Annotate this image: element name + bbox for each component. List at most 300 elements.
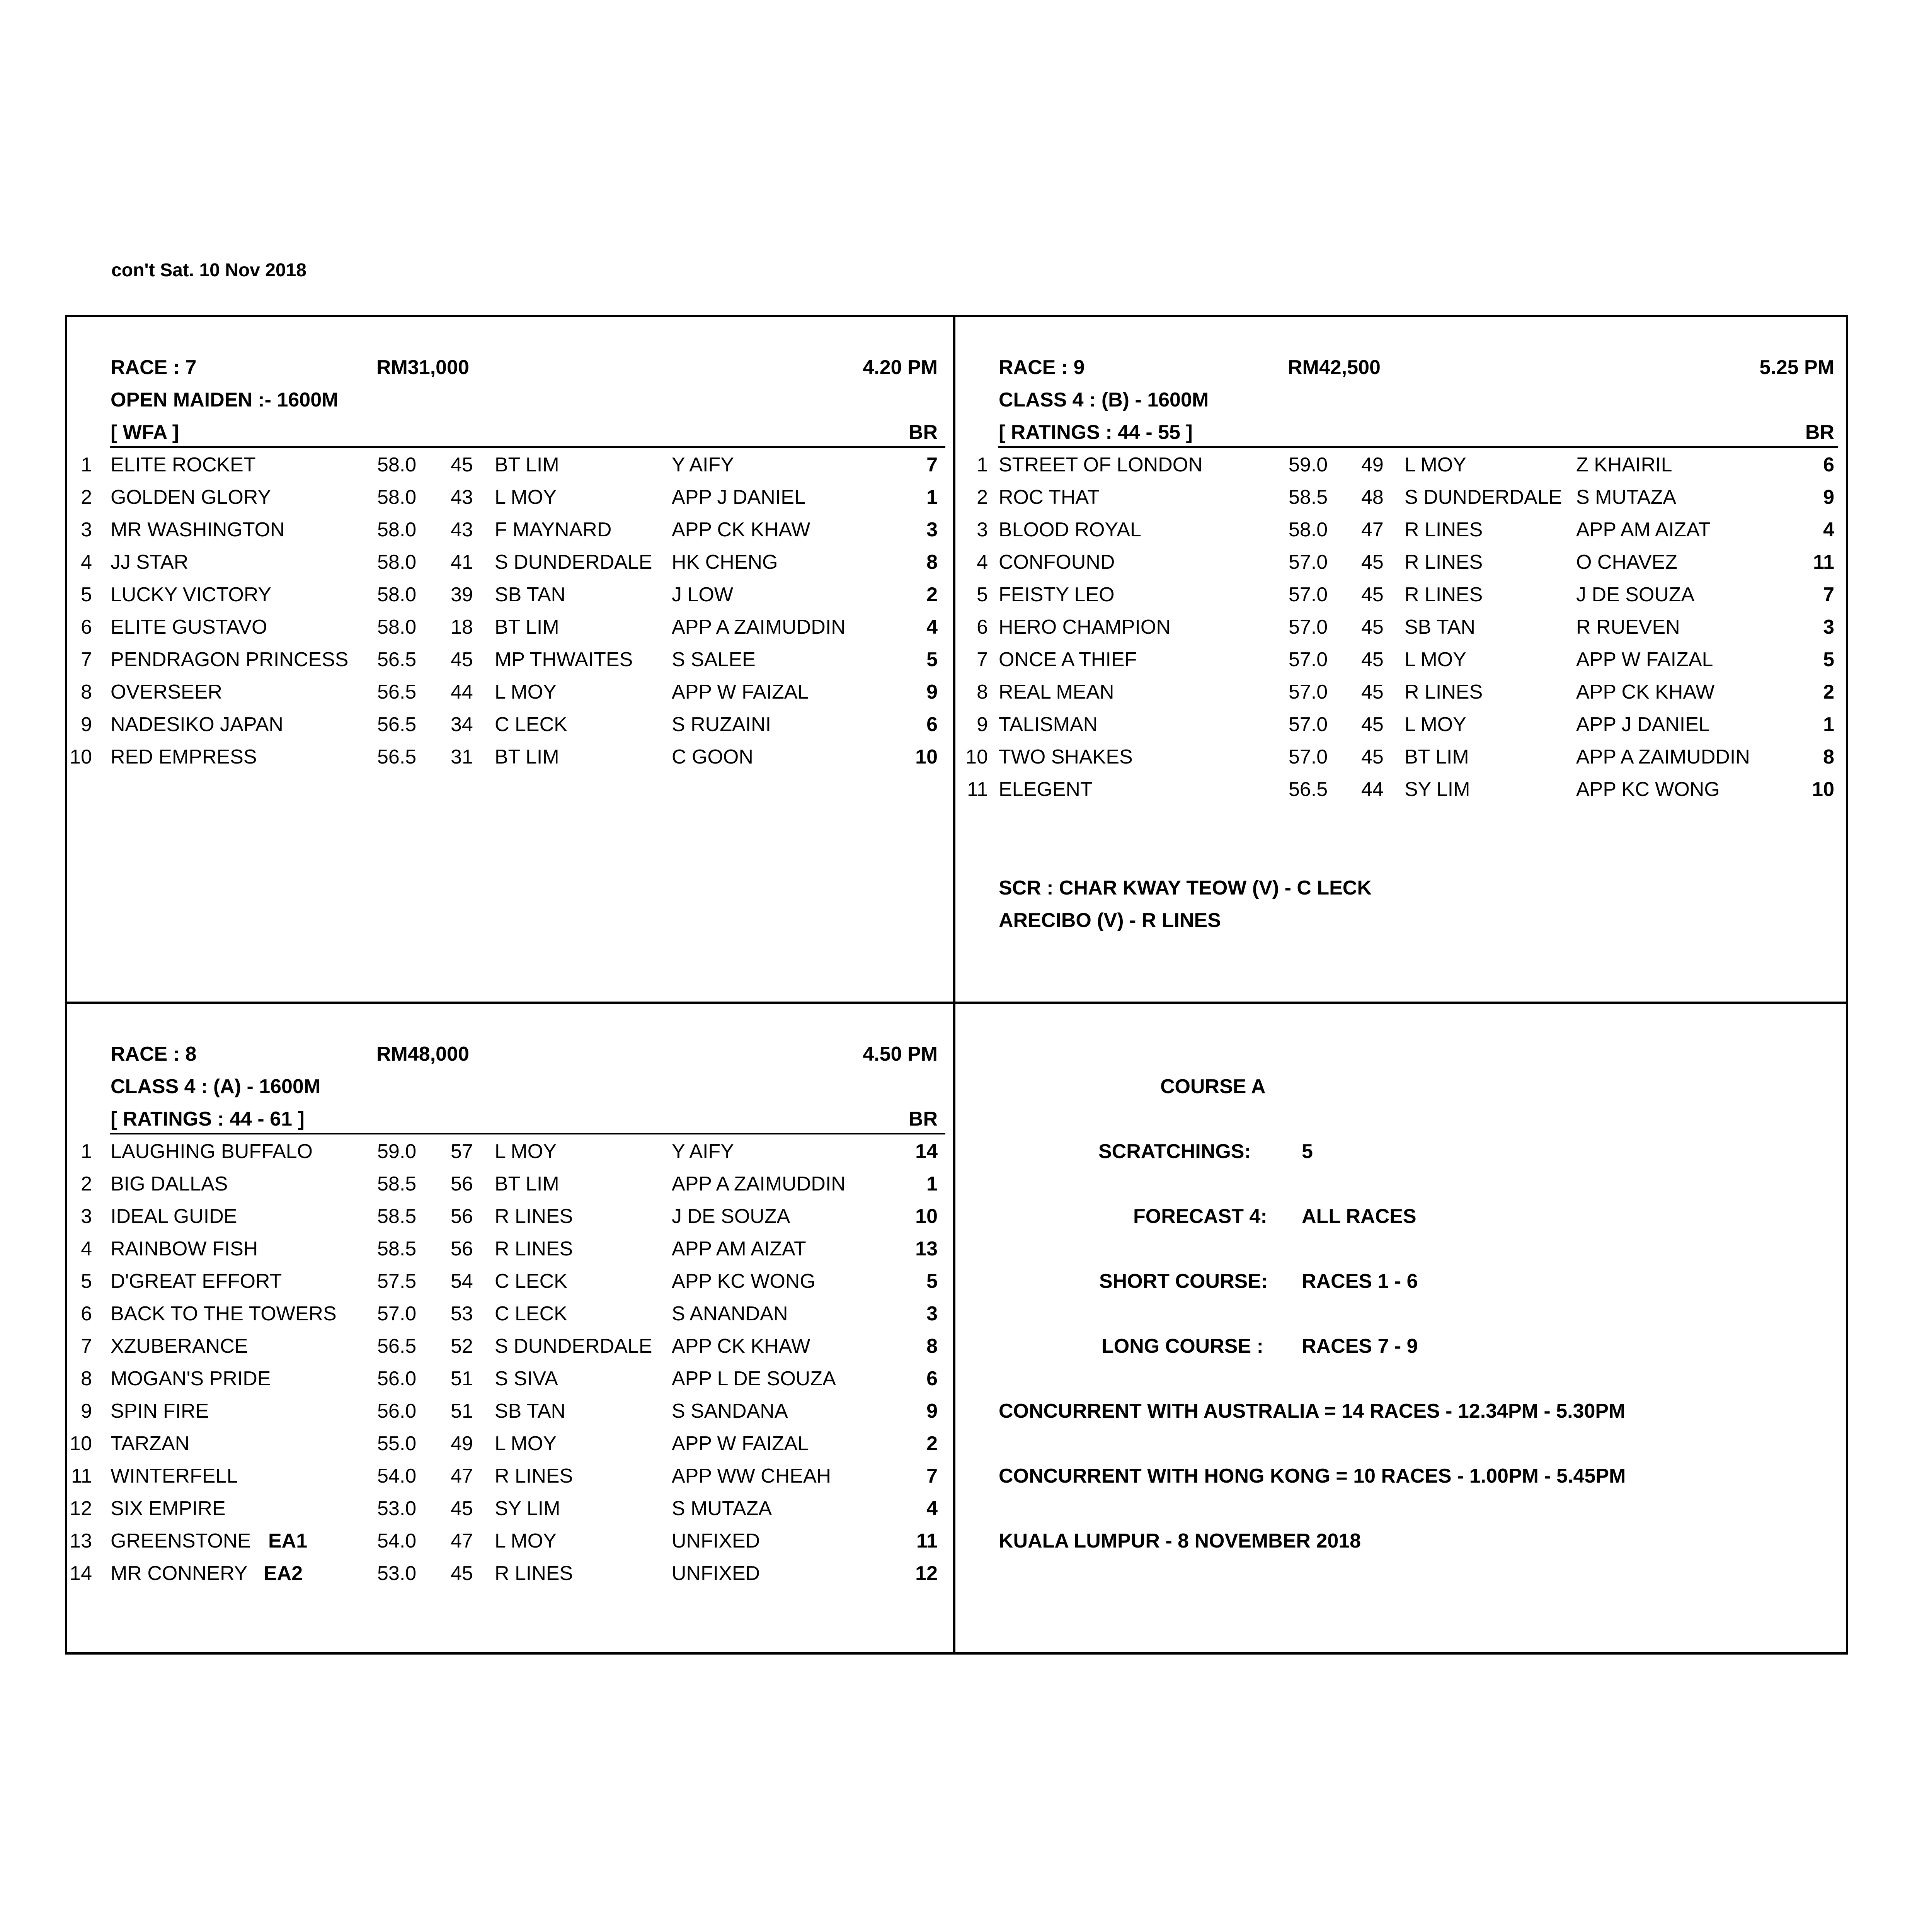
rating: 47 bbox=[451, 1530, 473, 1552]
race-class: CLASS 4 : (B) - 1600M bbox=[999, 389, 1209, 411]
barrier: 6 bbox=[1823, 454, 1834, 476]
race-ratings: [ RATINGS : 44 - 55 ] bbox=[999, 421, 1193, 444]
barrier: 9 bbox=[1823, 486, 1834, 509]
barrier: 5 bbox=[926, 648, 938, 671]
rating: 47 bbox=[1361, 519, 1384, 541]
rating: 45 bbox=[1361, 713, 1384, 736]
entry-no: 2 bbox=[977, 486, 988, 509]
jockey: APP AM AIZAT bbox=[672, 1238, 806, 1260]
race-9-panel bbox=[955, 317, 1846, 1002]
horse-name: D'GREAT EFFORT bbox=[111, 1270, 282, 1293]
entry-row bbox=[955, 616, 1846, 648]
entry-no: 3 bbox=[81, 519, 92, 541]
entry-row bbox=[67, 453, 953, 486]
trainer: BT LIM bbox=[495, 746, 559, 768]
entry-no: 11 bbox=[967, 778, 988, 801]
jockey: S ANANDAN bbox=[672, 1303, 788, 1325]
entry-row bbox=[955, 713, 1846, 745]
trainer: SY LIM bbox=[1405, 778, 1470, 801]
rating: 54 bbox=[451, 1270, 473, 1293]
trainer: R LINES bbox=[495, 1205, 573, 1228]
jockey: APP A ZAIMUDDIN bbox=[1576, 746, 1750, 768]
rating: 45 bbox=[1361, 616, 1384, 638]
trainer: S DUNDERDALE bbox=[1405, 486, 1562, 509]
entry-row bbox=[67, 583, 953, 616]
race-prize: RM48,000 bbox=[376, 1043, 469, 1065]
weight: 56.5 bbox=[377, 648, 417, 671]
horse-name: ROC THAT bbox=[999, 486, 1100, 509]
weight: 57.0 bbox=[1289, 713, 1328, 736]
entry-row bbox=[67, 1562, 953, 1594]
rating: 45 bbox=[1361, 681, 1384, 703]
jockey: Y AIFY bbox=[672, 1140, 734, 1163]
trainer: SB TAN bbox=[495, 583, 566, 606]
rating: 41 bbox=[451, 551, 473, 573]
emergency-acceptor-tag: EA1 bbox=[268, 1530, 308, 1552]
entry-row bbox=[67, 1529, 953, 1562]
entry-no: 9 bbox=[81, 1400, 92, 1422]
rating: 18 bbox=[451, 616, 473, 638]
horse-name: PENDRAGON PRINCESS bbox=[111, 648, 349, 671]
entry-no: 4 bbox=[81, 1238, 92, 1260]
rating: 43 bbox=[451, 519, 473, 541]
trainer: SB TAN bbox=[495, 1400, 566, 1422]
rating: 47 bbox=[451, 1465, 473, 1487]
race-time: 4.50 PM bbox=[863, 1043, 938, 1065]
rating: 45 bbox=[451, 454, 473, 476]
weight: 56.5 bbox=[377, 681, 417, 703]
weight: 54.0 bbox=[377, 1530, 417, 1552]
jockey: J LOW bbox=[672, 583, 733, 606]
entry-no: 6 bbox=[81, 616, 92, 638]
jockey: S MUTAZA bbox=[1576, 486, 1677, 509]
race-time: 4.20 PM bbox=[863, 356, 938, 379]
trainer: R LINES bbox=[495, 1465, 573, 1487]
entry-no: 8 bbox=[81, 1367, 92, 1390]
entry-row bbox=[67, 680, 953, 713]
weight: 56.5 bbox=[377, 713, 417, 736]
horse-name: BLOOD ROYAL bbox=[999, 519, 1141, 541]
barrier: 6 bbox=[926, 1367, 938, 1390]
br-label: BR bbox=[1805, 421, 1834, 444]
weight: 57.0 bbox=[1289, 551, 1328, 573]
entry-row bbox=[67, 1367, 953, 1400]
entry-no: 9 bbox=[977, 713, 988, 736]
weight: 58.0 bbox=[377, 616, 417, 638]
entry-no: 1 bbox=[81, 1140, 92, 1163]
forecast-label: FORECAST 4: bbox=[1133, 1205, 1267, 1228]
weight: 58.0 bbox=[377, 583, 417, 606]
br-label: BR bbox=[908, 1108, 938, 1130]
barrier: 8 bbox=[926, 551, 938, 573]
jockey: S RUZAINI bbox=[672, 713, 771, 736]
rating: 39 bbox=[451, 583, 473, 606]
entry-row bbox=[955, 518, 1846, 551]
weight: 56.5 bbox=[377, 1335, 417, 1357]
barrier: 1 bbox=[926, 1173, 938, 1195]
forecast-value: ALL RACES bbox=[1302, 1205, 1416, 1228]
trainer: L MOY bbox=[495, 1432, 557, 1455]
barrier: 5 bbox=[926, 1270, 938, 1293]
horse-name: NADESIKO JAPAN bbox=[111, 713, 283, 736]
trainer: C LECK bbox=[495, 713, 567, 736]
barrier: 9 bbox=[926, 1400, 938, 1422]
trainer: F MAYNARD bbox=[495, 519, 612, 541]
trainer: L MOY bbox=[495, 1530, 557, 1552]
trainer: L MOY bbox=[495, 486, 557, 509]
weight: 58.5 bbox=[377, 1205, 417, 1228]
barrier: 10 bbox=[1812, 778, 1834, 801]
jockey: APP KC WONG bbox=[1576, 778, 1720, 801]
entry-row bbox=[67, 1335, 953, 1367]
rating: 56 bbox=[451, 1205, 473, 1228]
weight: 57.0 bbox=[1289, 583, 1328, 606]
entry-no: 7 bbox=[977, 648, 988, 671]
long-course-label: LONG COURSE : bbox=[1102, 1335, 1263, 1357]
rating: 51 bbox=[451, 1400, 473, 1422]
barrier: 5 bbox=[1823, 648, 1834, 671]
barrier: 8 bbox=[926, 1335, 938, 1357]
weight: 58.0 bbox=[377, 454, 417, 476]
horse-name: BACK TO THE TOWERS bbox=[111, 1303, 337, 1325]
weight: 56.0 bbox=[377, 1367, 417, 1390]
horse-name: MOGAN'S PRIDE bbox=[111, 1367, 271, 1390]
barrier: 12 bbox=[915, 1562, 938, 1585]
weight: 57.0 bbox=[1289, 681, 1328, 703]
weight: 58.0 bbox=[1289, 519, 1328, 541]
jockey: Z KHAIRIL bbox=[1576, 454, 1672, 476]
trainer: R LINES bbox=[1405, 583, 1483, 606]
entry-no: 3 bbox=[977, 519, 988, 541]
entry-no: 6 bbox=[977, 616, 988, 638]
jockey: C GOON bbox=[672, 746, 753, 768]
trainer: BT LIM bbox=[1405, 746, 1469, 768]
barrier: 7 bbox=[1823, 583, 1834, 606]
weight: 58.0 bbox=[377, 519, 417, 541]
jockey: APP W FAIZAL bbox=[672, 1432, 809, 1455]
entry-no: 5 bbox=[81, 1270, 92, 1293]
rating: 56 bbox=[451, 1238, 473, 1260]
barrier: 1 bbox=[1823, 713, 1834, 736]
weight: 56.5 bbox=[1289, 778, 1328, 801]
entry-row bbox=[955, 680, 1846, 713]
barrier: 2 bbox=[926, 1432, 938, 1455]
weight: 58.5 bbox=[377, 1238, 417, 1260]
br-label: BR bbox=[908, 421, 938, 444]
race-number: RACE : 8 bbox=[111, 1043, 197, 1065]
trainer: L MOY bbox=[1405, 454, 1466, 476]
rating: 52 bbox=[451, 1335, 473, 1357]
scratchings-label: SCRATCHINGS: bbox=[1098, 1140, 1251, 1163]
entry-row bbox=[67, 713, 953, 745]
entry-no: 12 bbox=[70, 1497, 92, 1520]
weight: 53.0 bbox=[377, 1497, 417, 1520]
entry-row bbox=[67, 518, 953, 551]
rating: 45 bbox=[1361, 551, 1384, 573]
concurrent-australia: CONCURRENT WITH AUSTRALIA = 14 RACES - 12.34PM - 5.30PM bbox=[999, 1400, 1626, 1422]
trainer: S SIVA bbox=[495, 1367, 558, 1390]
entry-row bbox=[67, 1302, 953, 1335]
entry-no: 10 bbox=[70, 746, 92, 768]
long-course-value: RACES 7 - 9 bbox=[1302, 1335, 1418, 1357]
rating: 45 bbox=[451, 648, 473, 671]
entry-row bbox=[67, 1432, 953, 1464]
rating: 44 bbox=[451, 681, 473, 703]
jockey: APP J DANIEL bbox=[1576, 713, 1710, 736]
rating: 44 bbox=[1361, 778, 1384, 801]
race-prize: RM31,000 bbox=[376, 356, 469, 379]
scratchings-value: 5 bbox=[1302, 1140, 1313, 1163]
horse-name: ELITE ROCKET bbox=[111, 454, 256, 476]
weight: 58.0 bbox=[377, 551, 417, 573]
entry-no: 3 bbox=[81, 1205, 92, 1228]
trainer: SY LIM bbox=[495, 1497, 560, 1520]
entry-no: 2 bbox=[81, 1173, 92, 1195]
jockey: O CHAVEZ bbox=[1576, 551, 1677, 573]
entry-row bbox=[955, 778, 1846, 810]
entry-row bbox=[67, 1140, 953, 1172]
entry-row bbox=[67, 551, 953, 583]
meeting-info-panel bbox=[955, 1004, 1846, 1652]
trainer: R LINES bbox=[1405, 681, 1483, 703]
short-course-value: RACES 1 - 6 bbox=[1302, 1270, 1418, 1293]
entry-no: 13 bbox=[70, 1530, 92, 1552]
jockey: APP J DANIEL bbox=[672, 486, 805, 509]
horse-name: RED EMPRESS bbox=[111, 746, 257, 768]
jockey: APP L DE SOUZA bbox=[672, 1367, 836, 1390]
horse-name: MR WASHINGTON bbox=[111, 519, 285, 541]
jockey: APP A ZAIMUDDIN bbox=[672, 1173, 846, 1195]
rating: 34 bbox=[451, 713, 473, 736]
jockey: APP W FAIZAL bbox=[1576, 648, 1713, 671]
horse-name: ELEGENT bbox=[999, 778, 1093, 801]
race-number: RACE : 7 bbox=[111, 356, 197, 379]
trainer: S DUNDERDALE bbox=[495, 1335, 652, 1357]
rating: 53 bbox=[451, 1303, 473, 1325]
barrier: 2 bbox=[926, 583, 938, 606]
trainer: C LECK bbox=[495, 1270, 567, 1293]
entry-no: 5 bbox=[81, 583, 92, 606]
page-header: con't Sat. 10 Nov 2018 bbox=[111, 260, 306, 281]
entry-row bbox=[67, 1205, 953, 1237]
jockey: APP KC WONG bbox=[672, 1270, 815, 1293]
entry-no: 8 bbox=[977, 681, 988, 703]
header-rule bbox=[110, 1133, 945, 1134]
trainer: BT LIM bbox=[495, 1173, 559, 1195]
jockey: S SALEE bbox=[672, 648, 756, 671]
horse-name: SPIN FIRE bbox=[111, 1400, 209, 1422]
horse-name: HERO CHAMPION bbox=[999, 616, 1171, 638]
barrier: 10 bbox=[915, 1205, 938, 1228]
rating: 43 bbox=[451, 486, 473, 509]
jockey: APP A ZAIMUDDIN bbox=[672, 616, 846, 638]
race-7-panel bbox=[67, 317, 953, 1002]
short-course-label: SHORT COURSE: bbox=[1099, 1270, 1268, 1293]
scratched-line-2: ARECIBO (V) - R LINES bbox=[999, 909, 1221, 932]
trainer: C LECK bbox=[495, 1303, 567, 1325]
jockey: APP WW CHEAH bbox=[672, 1465, 831, 1487]
barrier: 14 bbox=[915, 1140, 938, 1163]
weight: 57.0 bbox=[1289, 616, 1328, 638]
entry-row bbox=[67, 1270, 953, 1302]
entry-no: 11 bbox=[71, 1465, 92, 1487]
jockey: APP W FAIZAL bbox=[672, 681, 809, 703]
rating: 45 bbox=[451, 1497, 473, 1520]
entry-no: 1 bbox=[81, 454, 92, 476]
barrier: 11 bbox=[916, 1530, 938, 1552]
weight: 56.0 bbox=[377, 1400, 417, 1422]
barrier: 7 bbox=[926, 454, 938, 476]
horse-name: MR CONNERY bbox=[111, 1562, 248, 1585]
trainer: R LINES bbox=[1405, 519, 1483, 541]
weight: 58.5 bbox=[1289, 486, 1328, 509]
weight: 59.0 bbox=[1289, 454, 1328, 476]
entry-row bbox=[67, 1464, 953, 1497]
horse-name: GOLDEN GLORY bbox=[111, 486, 271, 509]
horse-name: IDEAL GUIDE bbox=[111, 1205, 237, 1228]
trainer: SB TAN bbox=[1405, 616, 1476, 638]
horse-name: TARZAN bbox=[111, 1432, 190, 1455]
entry-row bbox=[955, 583, 1846, 616]
horse-name: CONFOUND bbox=[999, 551, 1115, 573]
weight: 59.0 bbox=[377, 1140, 417, 1163]
rating: 45 bbox=[1361, 648, 1384, 671]
entry-row bbox=[67, 648, 953, 680]
jockey: HK CHENG bbox=[672, 551, 778, 573]
weight: 57.0 bbox=[377, 1303, 417, 1325]
horse-name: STREET OF LONDON bbox=[999, 454, 1203, 476]
entry-row bbox=[67, 1497, 953, 1529]
jockey: S SANDANA bbox=[672, 1400, 788, 1422]
barrier: 3 bbox=[926, 1303, 938, 1325]
entry-no: 10 bbox=[70, 1432, 92, 1455]
barrier: 9 bbox=[926, 681, 938, 703]
trainer: BT LIM bbox=[495, 616, 559, 638]
horse-name: FEISTY LEO bbox=[999, 583, 1115, 606]
entry-no: 2 bbox=[81, 486, 92, 509]
entry-no: 1 bbox=[977, 454, 988, 476]
weight: 55.0 bbox=[377, 1432, 417, 1455]
barrier: 10 bbox=[915, 746, 938, 768]
race-class: CLASS 4 : (A) - 1600M bbox=[111, 1075, 321, 1098]
header-rule bbox=[998, 446, 1838, 448]
entry-no: 10 bbox=[965, 746, 988, 768]
entry-no: 4 bbox=[977, 551, 988, 573]
trainer: BT LIM bbox=[495, 454, 559, 476]
weight: 54.0 bbox=[377, 1465, 417, 1487]
horse-name: TWO SHAKES bbox=[999, 746, 1133, 768]
trainer: R LINES bbox=[495, 1562, 573, 1585]
entry-row bbox=[955, 486, 1846, 518]
horse-name: ONCE A THIEF bbox=[999, 648, 1137, 671]
race-ratings: [ WFA ] bbox=[111, 421, 179, 444]
barrier: 3 bbox=[1823, 616, 1834, 638]
jockey: APP CK KHAW bbox=[672, 519, 810, 541]
entry-row bbox=[955, 648, 1846, 680]
course-label: COURSE A bbox=[1160, 1075, 1266, 1098]
barrier: 3 bbox=[926, 519, 938, 541]
rating: 31 bbox=[451, 746, 473, 768]
trainer: L MOY bbox=[1405, 713, 1466, 736]
horse-name: REAL MEAN bbox=[999, 681, 1114, 703]
rating: 51 bbox=[451, 1367, 473, 1390]
horse-name: RAINBOW FISH bbox=[111, 1238, 258, 1260]
race-ratings: [ RATINGS : 44 - 61 ] bbox=[111, 1108, 305, 1130]
barrier: 6 bbox=[926, 713, 938, 736]
horse-name: SIX EMPIRE bbox=[111, 1497, 226, 1520]
entry-row bbox=[67, 745, 953, 778]
rating: 49 bbox=[1361, 454, 1384, 476]
jockey: Y AIFY bbox=[672, 454, 734, 476]
barrier: 11 bbox=[1813, 551, 1834, 573]
rating: 49 bbox=[451, 1432, 473, 1455]
entry-row bbox=[67, 616, 953, 648]
trainer: R LINES bbox=[495, 1238, 573, 1260]
rating: 45 bbox=[451, 1562, 473, 1585]
jockey: APP CK KHAW bbox=[672, 1335, 810, 1357]
barrier: 1 bbox=[926, 486, 938, 509]
trainer: MP THWAITES bbox=[495, 648, 633, 671]
barrier: 2 bbox=[1823, 681, 1834, 703]
rating: 48 bbox=[1361, 486, 1384, 509]
scratched-line-1: SCR : CHAR KWAY TEOW (V) - C LECK bbox=[999, 877, 1372, 899]
weight: 56.5 bbox=[377, 746, 417, 768]
rating: 56 bbox=[451, 1173, 473, 1195]
horse-name: JJ STAR bbox=[111, 551, 189, 573]
race-time: 5.25 PM bbox=[1759, 356, 1834, 379]
weight: 58.0 bbox=[377, 486, 417, 509]
barrier: 7 bbox=[926, 1465, 938, 1487]
weight: 53.0 bbox=[377, 1562, 417, 1585]
entry-row bbox=[955, 745, 1846, 778]
jockey: R RUEVEN bbox=[1576, 616, 1680, 638]
race-class: OPEN MAIDEN :- 1600M bbox=[111, 389, 339, 411]
barrier: 13 bbox=[915, 1238, 938, 1260]
horse-name: LUCKY VICTORY bbox=[111, 583, 272, 606]
entry-no: 5 bbox=[977, 583, 988, 606]
horse-name: LAUGHING BUFFALO bbox=[111, 1140, 313, 1163]
race-8-panel bbox=[67, 1004, 953, 1652]
jockey: UNFIXED bbox=[672, 1562, 760, 1585]
emergency-acceptor-tag: EA2 bbox=[264, 1562, 303, 1585]
header-rule bbox=[110, 446, 945, 448]
rating: 57 bbox=[451, 1140, 473, 1163]
trainer: R LINES bbox=[1405, 551, 1483, 573]
horse-name: OVERSEER bbox=[111, 681, 222, 703]
entry-no: 9 bbox=[81, 713, 92, 736]
barrier: 8 bbox=[1823, 746, 1834, 768]
horse-name: GREENSTONE bbox=[111, 1530, 251, 1552]
entry-no: 14 bbox=[70, 1562, 92, 1585]
jockey: UNFIXED bbox=[672, 1530, 760, 1552]
entry-no: 4 bbox=[81, 551, 92, 573]
weight: 57.0 bbox=[1289, 746, 1328, 768]
trainer: L MOY bbox=[495, 681, 557, 703]
weight: 57.5 bbox=[377, 1270, 417, 1293]
jockey: APP CK KHAW bbox=[1576, 681, 1715, 703]
horse-name: TALISMAN bbox=[999, 713, 1098, 736]
rating: 45 bbox=[1361, 583, 1384, 606]
entry-row bbox=[67, 486, 953, 518]
horse-name: BIG DALLAS bbox=[111, 1173, 228, 1195]
race-prize: RM42,500 bbox=[1288, 356, 1381, 379]
entry-no: 7 bbox=[81, 648, 92, 671]
horse-name: XZUBERANCE bbox=[111, 1335, 248, 1357]
entry-no: 7 bbox=[81, 1335, 92, 1357]
barrier: 4 bbox=[926, 616, 938, 638]
barrier: 4 bbox=[926, 1497, 938, 1520]
entry-row bbox=[955, 551, 1846, 583]
